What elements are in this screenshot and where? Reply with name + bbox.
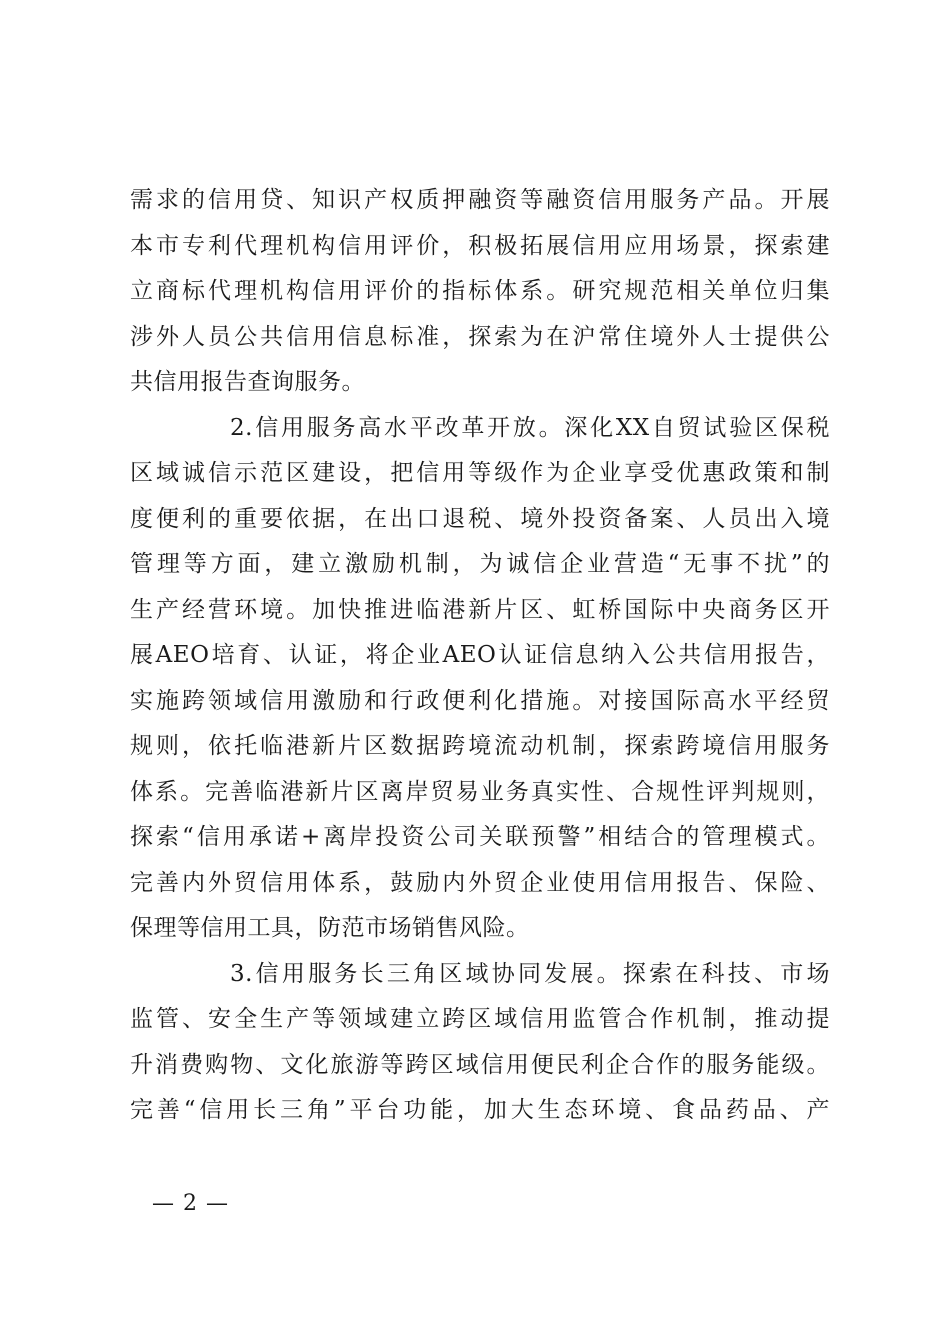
page-number: — 2 — (152, 1191, 229, 1216)
text-line-7: 区域诚信示范区建设，把信用等级作为企业享受优惠政策和制 (130, 460, 830, 486)
section-heading-2: 2.信用服务高水平改革开放。深化XX自贸试验区保税 (230, 414, 830, 441)
text-line-17: 保理等信用工具，防范市场销售风险。 (130, 915, 530, 941)
text-line-13: 规则，依托临港新片区数据跨境流动机制，探索跨境信用服务 (130, 733, 830, 759)
body-text (130, 178, 830, 1134)
text-line-14: 体系。完善临港新片区离岸贸易业务真实性、合规性评判规则， (130, 778, 830, 805)
text-line-1: 需求的信用贷、知识产权质押融资等融资信用服务产品。开展 (130, 187, 830, 213)
text-line-15: 探索“信用承诺+离岸投资公司关联预警”相结合的管理模式。 (130, 824, 830, 850)
text-line-9: 管理等方面，建立激励机制，为诚信企业营造“无事不扰”的 (130, 551, 830, 577)
text-line-12: 实施跨领域信用激励和行政便利化措施。对接国际高水平经贸 (130, 687, 830, 714)
section-heading-3: 3.信用服务长三角区域协同发展。探索在科技、市场 (230, 960, 830, 987)
text-line-2: 本市专利代理机构信用评价，积极拓展信用应用场景，探索建 (130, 232, 830, 259)
text-line-4: 涉外人员公共信用信息标准，探索为在沪常住境外人士提供公 (130, 323, 830, 350)
text-line-11: 展AEO培育、认证，将企业AEO认证信息纳入公共信用报告， (130, 642, 830, 668)
text-line-16: 完善内外贸信用体系，鼓励内外贸企业使用信用报告、保险、 (130, 869, 830, 896)
text-line-3: 立商标代理机构信用评价的指标体系。研究规范相关单位归集 (130, 278, 830, 304)
text-line-5: 共信用报告查询服务。 (130, 369, 365, 395)
text-line-21: 完善“信用长三角”平台功能，加大生态环境、食品药品、产 (130, 1097, 830, 1123)
text-line-19: 监管、安全生产等领域建立跨区域信用监管合作机制，推动提 (130, 1006, 830, 1032)
text-line-20: 升消费购物、文化旅游等跨区域信用便民利企合作的服务能级。 (130, 1051, 830, 1078)
text-line-8: 度便利的重要依据，在出口退税、境外投资备案、人员出入境 (130, 505, 830, 532)
text-line-10: 生产经营环境。加快推进临港新片区、虹桥国际中央商务区开 (130, 596, 830, 623)
